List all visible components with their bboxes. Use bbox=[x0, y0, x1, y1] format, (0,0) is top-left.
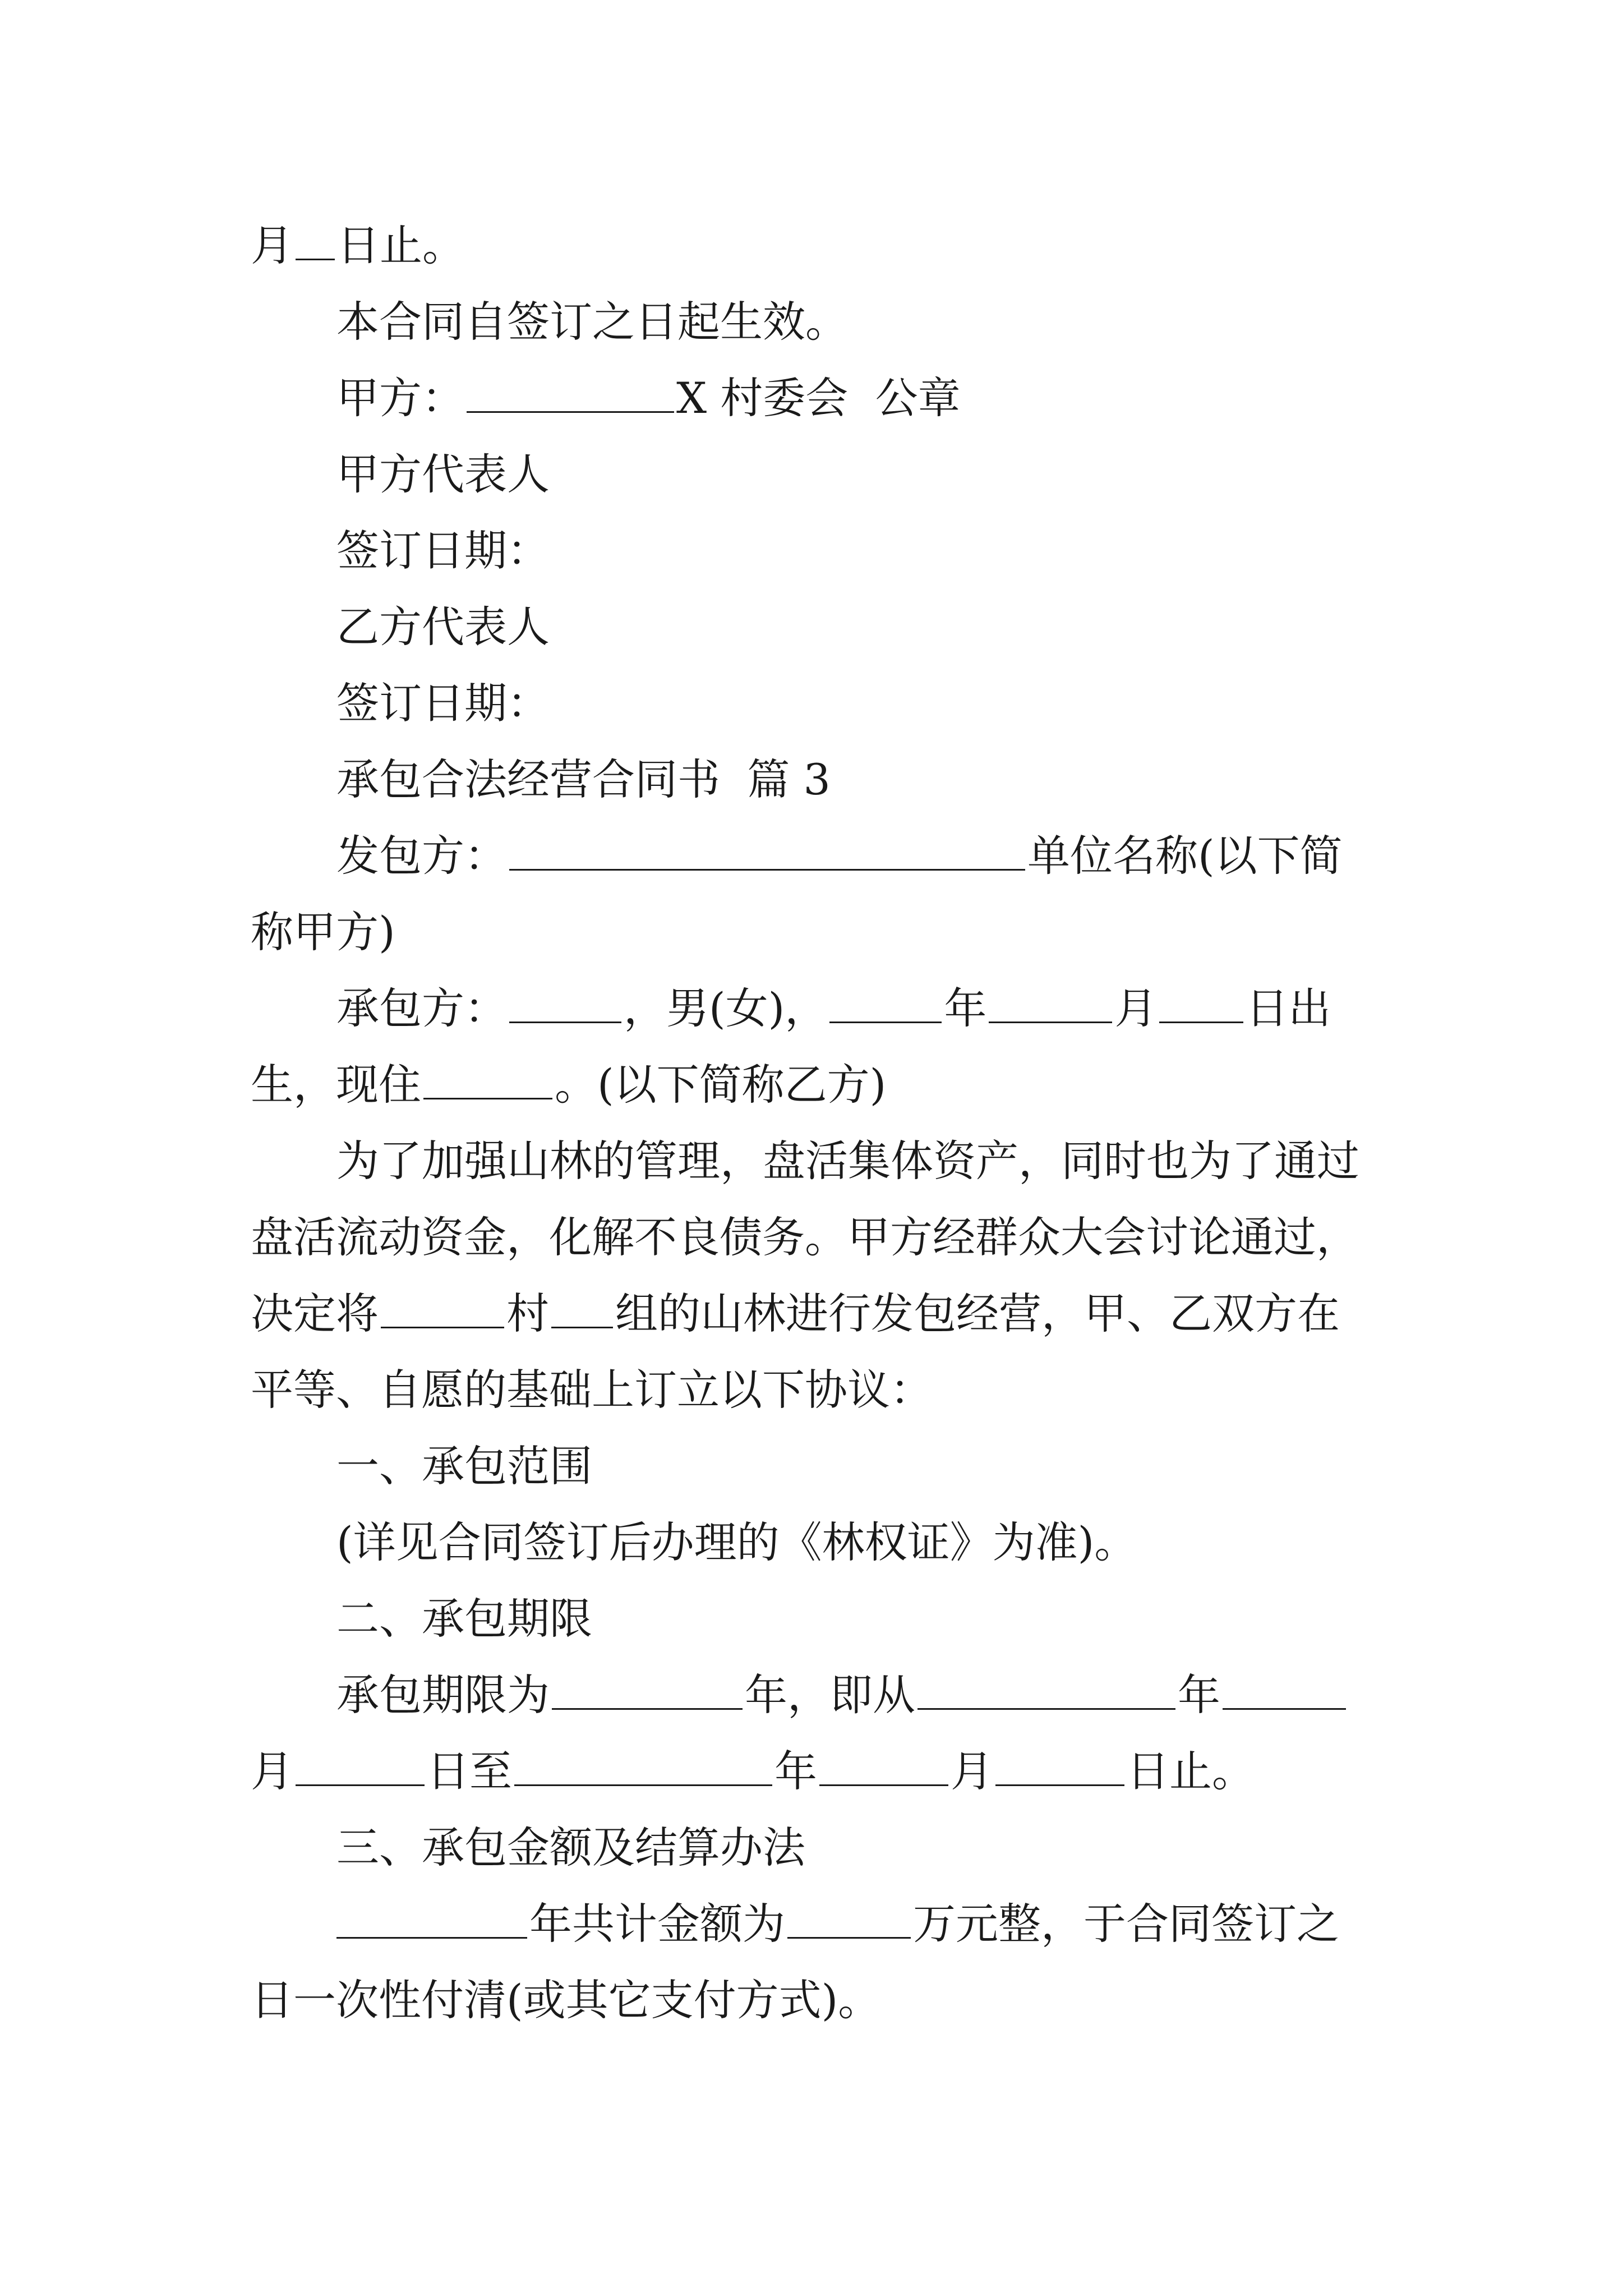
text-segment: 年 bbox=[1178, 1670, 1220, 1720]
text-segment: 日止。 bbox=[1127, 1746, 1255, 1796]
text-line: 签订日期： bbox=[336, 526, 550, 576]
text-segment: 甲方： bbox=[336, 373, 464, 423]
text-line bbox=[0, 818, 1623, 894]
section-heading: 三、承包金额及结算办法 bbox=[336, 1823, 805, 1872]
blank-underline bbox=[995, 1751, 1124, 1786]
text-segment: 。(以下简称乙方) bbox=[555, 1060, 887, 1110]
paragraph-line bbox=[0, 1276, 1623, 1352]
blank-underline bbox=[989, 988, 1112, 1023]
blank-underline bbox=[423, 1064, 552, 1099]
text-line: (详见合同签订后办理的《林权证》为准)。 bbox=[336, 1517, 1137, 1567]
text-line bbox=[0, 1047, 1623, 1123]
text-segment: 年，即从 bbox=[745, 1670, 915, 1720]
blank-underline bbox=[296, 1751, 425, 1786]
text-line: 称甲方) bbox=[251, 907, 395, 957]
text-segment: 月 bbox=[251, 1746, 293, 1796]
text-line bbox=[0, 1657, 1623, 1733]
text-line: 本合同自签订之日起生效。 bbox=[336, 297, 848, 347]
text-segment: 年 bbox=[774, 1746, 817, 1796]
blank-underline bbox=[551, 1293, 613, 1328]
blank-underline bbox=[381, 1293, 504, 1328]
blank-underline bbox=[509, 835, 1025, 871]
text-line bbox=[0, 360, 1623, 436]
text-segment: 组的山林进行发包经营，甲、乙双方在 bbox=[615, 1289, 1340, 1338]
text-segment: 月 bbox=[951, 1746, 993, 1796]
text-segment: 日止。 bbox=[337, 220, 465, 270]
text-line bbox=[0, 970, 1623, 1047]
text-segment: 承包方： bbox=[336, 983, 507, 1033]
text-line: 乙方代表人 bbox=[336, 602, 550, 652]
text-line: 签订日期： bbox=[336, 678, 550, 728]
blank-underline bbox=[917, 1674, 1175, 1710]
blank-underline bbox=[787, 1903, 911, 1939]
blank-underline bbox=[514, 1751, 772, 1786]
blank-underline bbox=[1223, 1674, 1346, 1710]
paragraph-line: 为了加强山林的管理，盘活集体资产，同时也为了通过 bbox=[336, 1136, 1359, 1186]
paragraph-line: 平等、自愿的基础上订立以下协议： bbox=[251, 1365, 933, 1415]
text-line bbox=[0, 1886, 1623, 1962]
paragraph-line: 盘活流动资金，化解不良债务。甲方经群众大会讨论通过， bbox=[251, 1212, 1359, 1262]
text-segment: ，男(女)， bbox=[624, 983, 828, 1033]
text-line: 甲方代表人 bbox=[336, 449, 550, 499]
blank-underline bbox=[467, 378, 674, 413]
text-segment: 年共计金额为 bbox=[529, 1899, 785, 1949]
text-segment: 月 bbox=[251, 220, 293, 270]
section-title: 承包合法经营合同书 篇 3 bbox=[336, 754, 831, 804]
blank-underline bbox=[336, 1903, 527, 1939]
text-segment: 日至 bbox=[427, 1746, 512, 1796]
section-heading: 二、承包期限 bbox=[336, 1594, 592, 1644]
text-segment: 万元整，于合同签订之 bbox=[913, 1899, 1339, 1949]
text-segment: 单位名称(以下简 bbox=[1027, 831, 1343, 881]
section-heading: 一、承包范围 bbox=[336, 1441, 592, 1491]
blank-underline bbox=[296, 225, 335, 260]
blank-underline bbox=[819, 1751, 948, 1786]
text-segment: 月 bbox=[1114, 983, 1158, 1033]
text-segment: X 村委会 公章 bbox=[676, 373, 961, 423]
text-line bbox=[0, 208, 1623, 284]
text-segment: 发包方： bbox=[336, 831, 507, 881]
text-segment: 村 bbox=[506, 1289, 549, 1338]
blank-underline bbox=[1159, 988, 1243, 1023]
text-segment: 日出 bbox=[1246, 983, 1331, 1033]
blank-underline bbox=[509, 988, 621, 1023]
text-segment: 承包期限为 bbox=[336, 1670, 550, 1720]
text-segment: 决定将 bbox=[251, 1289, 379, 1338]
text-line bbox=[0, 1733, 1623, 1810]
blank-underline bbox=[829, 988, 942, 1023]
text-line: 日一次性付清(或其它支付方式)。 bbox=[251, 1975, 881, 2025]
text-segment: 年 bbox=[944, 983, 987, 1033]
blank-underline bbox=[552, 1674, 743, 1710]
text-segment: 生，现住 bbox=[251, 1060, 421, 1110]
